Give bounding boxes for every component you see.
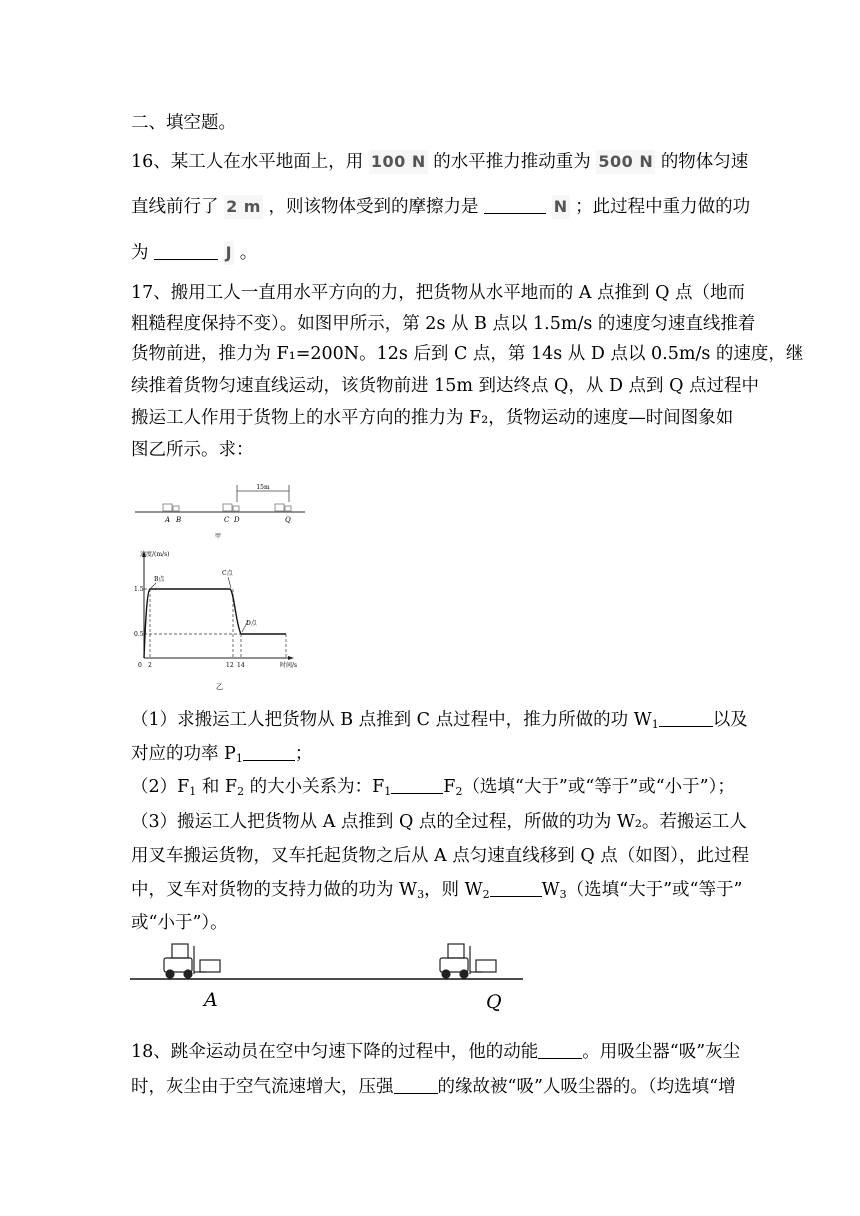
subscript: 2 (237, 785, 245, 798)
label-q: Q (285, 516, 291, 524)
part1-text: 对应的功率 P (131, 744, 236, 764)
subscript: 3 (417, 888, 425, 901)
q17-line: 货物前进，推力为 F₁=200N。12s 后到 C 点，第 14s 从 D 点以 0.5m/s 的速度，继 (131, 344, 804, 364)
label-a: A (165, 516, 171, 524)
part2-text: （选填“大于”或“等于”或“小于”）； (462, 777, 735, 797)
label-b: B (176, 516, 182, 524)
weight-value-image: 500 N (596, 150, 655, 174)
part2-text: 和 F (196, 777, 238, 797)
subscript: 1 (384, 785, 392, 798)
q18-text: 。用吸尘器“吸”灰尘 (582, 1042, 741, 1062)
answer-blank-f[interactable] (391, 775, 443, 794)
q16-text: ；此过程中重力做的功 (575, 197, 751, 217)
forklift-q-icon (440, 944, 496, 978)
q18-line2 (131, 1075, 736, 1099)
subscript: 2 (455, 785, 463, 798)
part1-text: ； (294, 744, 313, 764)
y-axis-label: 速度/(m/s) (140, 551, 170, 558)
part2-line (131, 775, 735, 799)
answer-blank-p1[interactable] (243, 742, 295, 761)
x-axis-label: 时间/s (280, 662, 298, 669)
label-d: D (234, 516, 240, 524)
part3-text: （选填“大于”或“等于” (566, 880, 743, 900)
figure-yi (130, 545, 330, 695)
q17-line: 粗糙程度保持不变）。如图甲所示，第 2s 从 B 点以 1.5m/s 的速度匀速直线推着 (131, 314, 756, 334)
q16-text: 的物体匀速 (660, 152, 749, 172)
subscript: 1 (189, 785, 197, 798)
q16-text: 为 (131, 243, 149, 263)
part3-text: W (541, 880, 560, 900)
q17-line: 续推着货物匀速直线运动，该货物前进 15m 到达终点 Q，从 D 点到 Q 点过程中 (131, 376, 760, 396)
answer-blank[interactable] (484, 195, 546, 214)
subscript: 3 (559, 888, 567, 901)
forklift-a-icon (164, 944, 220, 978)
x-tick-2: 2 (148, 662, 152, 669)
q16-line1 (131, 150, 748, 174)
point-c-label: C点 (222, 570, 233, 577)
part3-line-c (131, 878, 742, 902)
unit-n-image: N (552, 195, 570, 219)
distance-label: 15m (256, 484, 270, 491)
q17-line: 图乙所示。求： (131, 440, 254, 460)
answer-blank-w1[interactable] (659, 708, 713, 727)
part3-text: 中，叉车对货物的支持力做的功为 W (131, 880, 418, 900)
label-c: C (224, 516, 230, 524)
q16-text: ，则该物体受到的摩擦力是 (268, 197, 479, 217)
unit-j-image: J (224, 241, 234, 265)
part2-text: （2）F (131, 777, 190, 797)
part3-text: ，则 W (424, 880, 483, 900)
section-title: 二、填空题。 (131, 113, 236, 133)
part1-text: 以及 (712, 710, 748, 730)
point-d-label: D点 (246, 620, 257, 627)
q18-text: 18、跳伞运动员在空中匀速下降的过程中，他的动能 (131, 1042, 539, 1062)
q16-line3 (131, 241, 257, 265)
subscript: 1 (651, 718, 659, 731)
q16-text: 16、某工人在水平地面上，用 (131, 152, 364, 172)
part1-line-b (131, 742, 312, 766)
part3-line-d: 或“小于”）。 (131, 913, 228, 933)
y-tick-0-5: 0.5 (134, 631, 144, 638)
part2-text: 的大小关系为：F (244, 777, 385, 797)
q18-text: 的缘故被“吸”人吸尘器的。（均选填“增 (437, 1077, 736, 1097)
distance-value-image: 2 m (224, 195, 263, 219)
x-tick-12: 12 (226, 662, 234, 669)
x-tick-14: 14 (237, 662, 245, 669)
q16-text: 直线前行了 (131, 197, 219, 217)
q16-text: 。 (239, 243, 258, 263)
part3-line: 用叉车搬运货物，叉车托起货物之后从 A 点匀速直线移到 Q 点（如图），此过程 (131, 846, 749, 866)
force-value-image: 100 N (369, 150, 428, 174)
point-b-label: B点 (154, 576, 165, 583)
forklift-figure (128, 938, 528, 1016)
part1-text: （1）求搬运工人把货物从 B 点推到 C 点过程中，推力所做的功 W (131, 710, 652, 730)
caption-jia: 甲 (215, 533, 222, 540)
q18-line1 (131, 1040, 740, 1064)
q17-line: 搬运工人作用于货物上的水平方向的推力为 F₂，货物运动的速度—时间图象如 (131, 408, 734, 428)
answer-blank-w[interactable] (490, 878, 542, 897)
forklift-label-q: Q (486, 991, 502, 1013)
figure-jia (135, 480, 315, 542)
subscript: 2 (482, 888, 490, 901)
answer-blank-kinetic[interactable] (538, 1040, 582, 1059)
q17-line: 17、搬用工人一直用水平方向的力，把货物从水平地而的 A 点推到 Q 点（地而 (131, 283, 746, 303)
q16-line2 (131, 195, 750, 219)
subscript: 1 (235, 752, 243, 765)
part3-line: （3）搬运工人把货物从 A 点推到 Q 点的全过程，所做的功为 W₂。若搬运工人 (131, 812, 747, 832)
y-tick-1-5: 1.5 (134, 586, 144, 593)
answer-blank-pressure[interactable] (394, 1075, 438, 1094)
answer-blank[interactable] (154, 241, 218, 260)
part2-text: F (443, 777, 456, 797)
x-tick-0: 0 (138, 662, 142, 669)
part1-line-a (131, 708, 748, 732)
forklift-label-a: A (204, 989, 218, 1011)
q16-text: 的水平推力推动重为 (433, 152, 591, 172)
q18-text: 时，灰尘由于空气流速增大，压强 (131, 1077, 394, 1097)
caption-yi: 乙 (216, 683, 223, 691)
